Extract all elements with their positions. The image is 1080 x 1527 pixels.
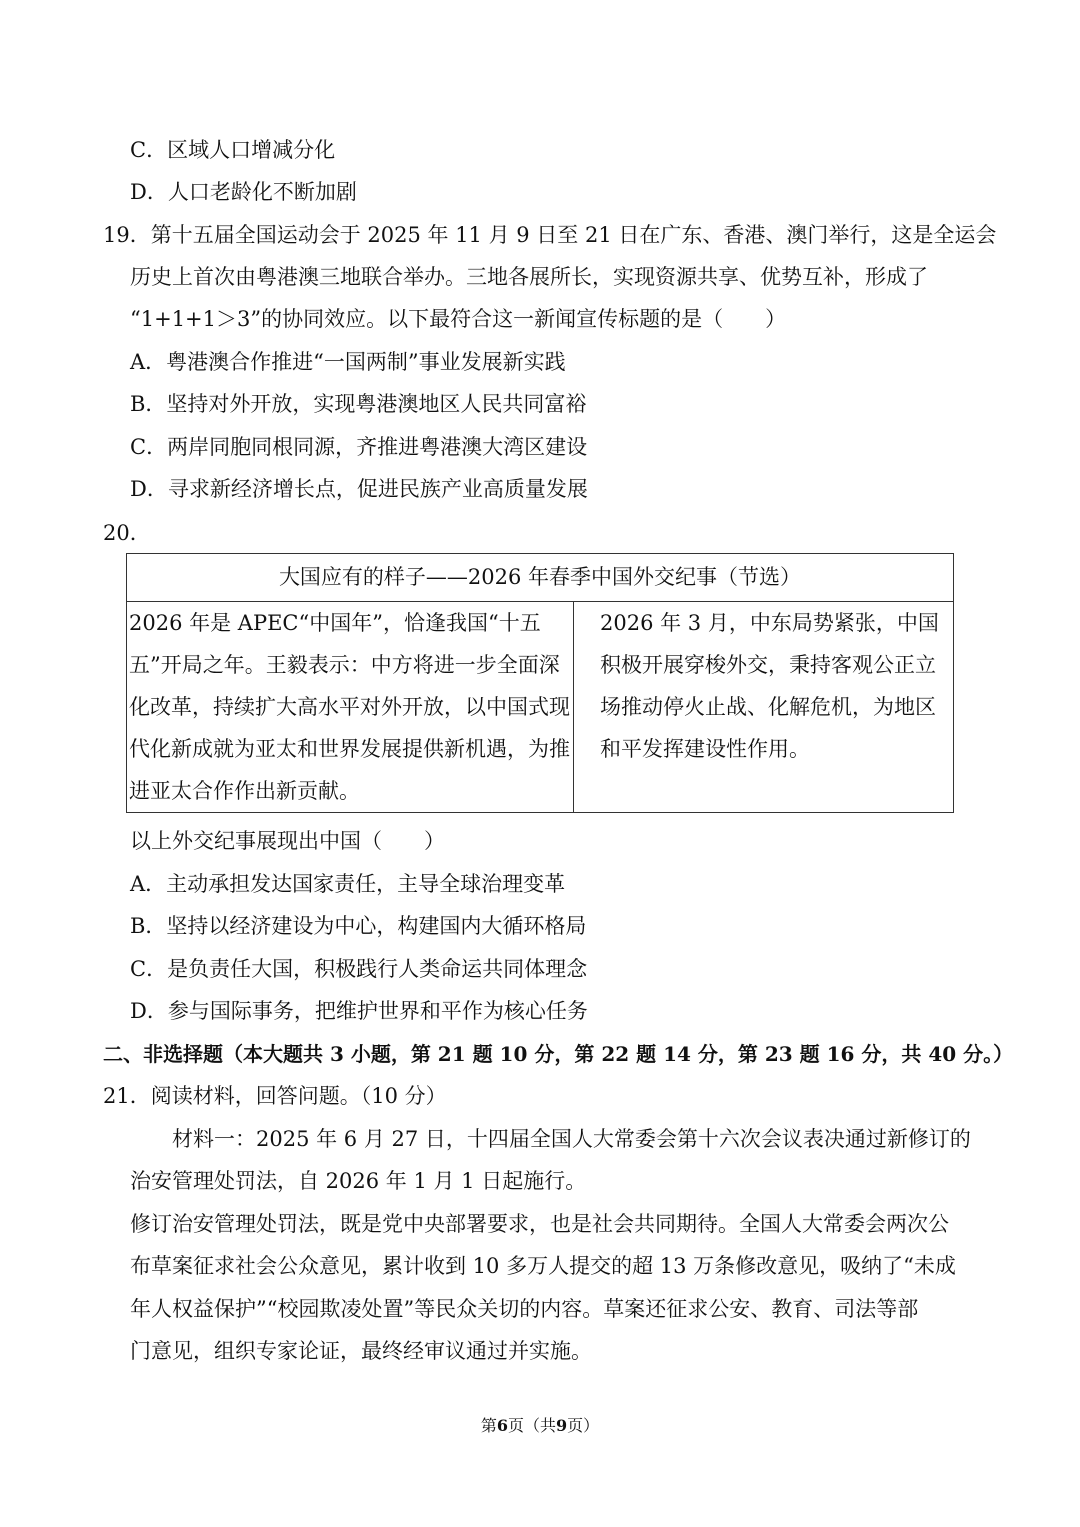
q18-option-c: C．区域人口增减分化 bbox=[130, 138, 336, 162]
q19-option-c: C．两岸同胞同根同源，齐推进粤港澳大湾区建设 bbox=[130, 435, 588, 459]
q21-paragraph-line-4: 门意见，组织专家论证，最终经审议通过并实施。 bbox=[130, 1339, 592, 1363]
table-title: 大国应有的样子——2026 年春季中国外交纪事（节选） bbox=[127, 554, 954, 602]
q20-option-a: A．主动承担发达国家责任，主导全球治理变革 bbox=[130, 872, 566, 896]
footer-middle: 页（共 bbox=[507, 1416, 556, 1435]
section-2-heading: 二、非选择题（本大题共 3 小题，第 21 题 10 分，第 22 题 14 分，第 23 题 16 分，共 40 分。） bbox=[103, 1042, 1014, 1066]
right-cell-text: 2026 年 3 月，中东局势紧张，中国积极开展穿梭外交，秉持客观公正立场推动停火止战、化解危机，为地区和平发挥建设性作用。 bbox=[600, 611, 939, 761]
q18-option-d: D．人口老龄化不断加剧 bbox=[130, 180, 357, 204]
table-right-cell bbox=[574, 602, 954, 813]
left-cell-text: 2026 年是 APEC“中国年”，恰逢我国“十五五”开局之年。王毅表示：中方将进一步全面深化改革，持续扩大高水平对外开放，以中国式现代化新成就为亚太和世界发展提供新机遇，为推进亚太合作作出新贡献。 bbox=[129, 611, 570, 803]
page-footer bbox=[0, 1415, 1080, 1437]
q20-option-d: D．参与国际事务，把维护世界和平作为核心任务 bbox=[130, 999, 588, 1023]
q19-option-b: B．坚持对外开放，实现粤港澳地区人民共同富裕 bbox=[130, 392, 587, 416]
q21-material-1-line-1: 材料一：2025 年 6 月 27 日，十四届全国人大常委会第十六次会议表决通过新修订的 bbox=[172, 1127, 971, 1151]
footer-page-number: 6 bbox=[496, 1416, 508, 1435]
q21-paragraph-line-1: 修订治安管理处罚法，既是党中央部署要求，也是社会共同期待。全国人大常委会两次公 bbox=[130, 1212, 949, 1236]
diplomacy-table bbox=[126, 553, 954, 813]
q20-option-c: C．是负责任大国，积极践行人类命运共同体理念 bbox=[130, 957, 588, 981]
table-left-cell bbox=[127, 602, 574, 813]
footer-prefix: 第 bbox=[480, 1416, 497, 1435]
q21-material-1-line-2: 治安管理处罚法，自 2026 年 1 月 1 日起施行。 bbox=[130, 1169, 587, 1193]
q20-option-b: B．坚持以经济建设为中心，构建国内大循环格局 bbox=[130, 914, 587, 938]
q21-paragraph-line-2: 布草案征求社会公众意见，累计收到 10 多万人提交的超 13 万条修改意见，吸纳了“未成 bbox=[130, 1254, 956, 1278]
footer-total-pages: 9 bbox=[556, 1416, 568, 1435]
q21-stem: 21．阅读材料，回答问题。（10 分） bbox=[103, 1084, 447, 1108]
q21-paragraph-line-3: 年人权益保护”“校园欺凌处置”等民众关切的内容。草案还征求公安、教育、司法等部 bbox=[130, 1297, 919, 1321]
q19-stem-line-3: “1+1+1＞3”的协同效应。以下最符合这一新闻宣传标题的是（ ） bbox=[130, 307, 787, 331]
q19-option-a: A．粤港澳合作推进“一国两制”事业发展新实践 bbox=[130, 350, 566, 374]
q19-stem-line-2: 历史上首次由粤港澳三地联合举办。三地各展所长，实现资源共享、优势互补，形成了 bbox=[130, 265, 928, 289]
q19-option-d: D．寻求新经济增长点，促进民族产业高质量发展 bbox=[130, 477, 588, 501]
q19-stem-line-1: 19．第十五届全国运动会于 2025 年 11 月 9 日至 21 日在广东、香港、澳门举行，这是全运会 bbox=[103, 223, 997, 247]
q20-number: 20． bbox=[103, 521, 151, 545]
footer-suffix: 页） bbox=[567, 1416, 600, 1435]
q20-question: 以上外交纪事展现出中国（ ） bbox=[130, 829, 445, 853]
